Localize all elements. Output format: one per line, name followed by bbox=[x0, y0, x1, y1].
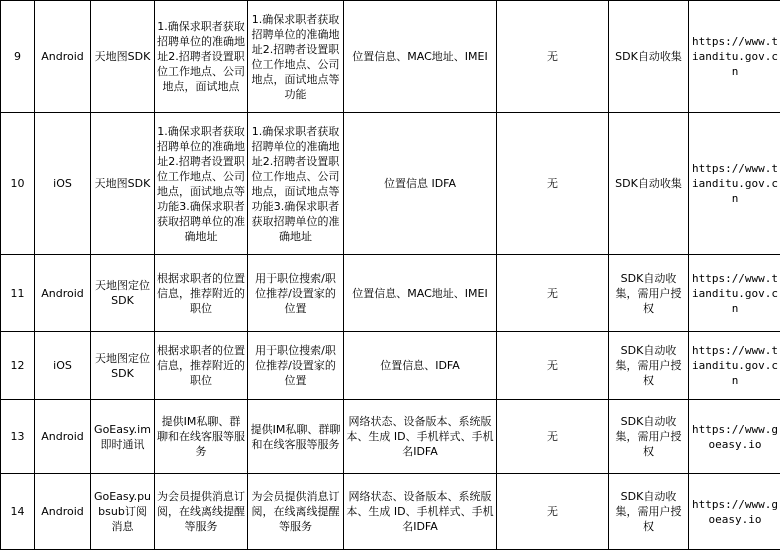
collect-mode-cell: SDK自动收集，需用户授权 bbox=[609, 332, 689, 400]
info-cell: 位置信息、MAC地址、IMEI bbox=[344, 255, 497, 332]
sdk-name-cell: 天地图SDK bbox=[91, 1, 155, 113]
share-cell: 无 bbox=[497, 474, 609, 550]
url-cell[interactable]: https://www.tianditu.gov.cn bbox=[689, 1, 780, 113]
table-row bbox=[1, 113, 780, 255]
platform-cell: Android bbox=[35, 1, 91, 113]
share-cell: 无 bbox=[497, 332, 609, 400]
purpose-cell: 1.确保求职者获取招聘单位的准确地址2.招聘者设置职位工作地点、公司地点，面试地点等功能3.确保求职者获取招聘单位的准确地址 bbox=[155, 113, 248, 255]
sdk-name-cell: 天地图SDK bbox=[91, 113, 155, 255]
info-cell: 位置信息、MAC地址、IMEI bbox=[344, 1, 497, 113]
info-cell: 位置信息、IDFA bbox=[344, 332, 497, 400]
scenario-cell: 用于职位搜索/职位推荐/设置家的位置 bbox=[248, 255, 344, 332]
info-cell: 位置信息 IDFA bbox=[344, 113, 497, 255]
share-cell: 无 bbox=[497, 1, 609, 113]
row-number: 14 bbox=[1, 474, 35, 550]
collect-mode-cell: SDK自动收集 bbox=[609, 1, 689, 113]
purpose-cell: 根据求职者的位置信息，推荐附近的职位 bbox=[155, 332, 248, 400]
sdk-name-cell: 天地图定位SDK bbox=[91, 255, 155, 332]
url-cell[interactable]: https://www.goeasy.io bbox=[689, 474, 780, 550]
table-row bbox=[1, 400, 780, 474]
row-number: 13 bbox=[1, 400, 35, 474]
collect-mode-cell: SDK自动收集，需用户授权 bbox=[609, 400, 689, 474]
table-row bbox=[1, 474, 780, 550]
purpose-cell: 1.确保求职者获取招聘单位的准确地址2.招聘者设置职位工作地点、公司地点，面试地点 bbox=[155, 1, 248, 113]
sdk-name-cell: GoEasy.im即时通讯 bbox=[91, 400, 155, 474]
scenario-cell: 为会员提供消息订阅，在线离线提醒等服务 bbox=[248, 474, 344, 550]
collect-mode-cell: SDK自动收集，需用户授权 bbox=[609, 255, 689, 332]
url-cell[interactable]: https://www.goeasy.io bbox=[689, 400, 780, 474]
row-number: 11 bbox=[1, 255, 35, 332]
collect-mode-cell: SDK自动收集 bbox=[609, 113, 689, 255]
platform-cell: iOS bbox=[35, 332, 91, 400]
table-row bbox=[1, 255, 780, 332]
url-cell[interactable]: https://www.tianditu.gov.cn bbox=[689, 113, 780, 255]
share-cell: 无 bbox=[497, 400, 609, 474]
table-row bbox=[1, 332, 780, 400]
sdk-name-cell: 天地图定位SDK bbox=[91, 332, 155, 400]
table-row bbox=[1, 1, 780, 113]
share-cell: 无 bbox=[497, 113, 609, 255]
row-number: 10 bbox=[1, 113, 35, 255]
purpose-cell: 为会员提供消息订阅，在线离线提醒等服务 bbox=[155, 474, 248, 550]
sdk-name-cell: GoEasy.pubsub订阅消息 bbox=[91, 474, 155, 550]
info-cell: 网络状态、设备版本、系统版本、生成 ID、手机样式、手机名IDFA bbox=[344, 400, 497, 474]
url-cell[interactable]: https://www.tianditu.gov.cn bbox=[689, 332, 780, 400]
collect-mode-cell: SDK自动收集，需用户授权 bbox=[609, 474, 689, 550]
platform-cell: Android bbox=[35, 255, 91, 332]
platform-cell: Android bbox=[35, 474, 91, 550]
share-cell: 无 bbox=[497, 255, 609, 332]
info-cell: 网络状态、设备版本、系统版本、生成 ID、手机样式、手机名IDFA bbox=[344, 474, 497, 550]
scenario-cell: 1.确保求职者获取招聘单位的准确地址2.招聘者设置职位工作地点、公司地点，面试地点等功能 bbox=[248, 1, 344, 113]
platform-cell: Android bbox=[35, 400, 91, 474]
purpose-cell: 提供IM私聊、群聊和在线客服等服务 bbox=[155, 400, 248, 474]
scenario-cell: 1.确保求职者获取招聘单位的准确地址2.招聘者设置职位工作地点、公司地点，面试地点等功能3.确保求职者获取招聘单位的准确地址 bbox=[248, 113, 344, 255]
row-number: 12 bbox=[1, 332, 35, 400]
scenario-cell: 提供IM私聊、群聊和在线客服等服务 bbox=[248, 400, 344, 474]
scenario-cell: 用于职位搜索/职位推荐/设置家的位置 bbox=[248, 332, 344, 400]
purpose-cell: 根据求职者的位置信息，推荐附近的职位 bbox=[155, 255, 248, 332]
row-number: 9 bbox=[1, 1, 35, 113]
platform-cell: iOS bbox=[35, 113, 91, 255]
url-cell[interactable]: https://www.tianditu.gov.cn bbox=[689, 255, 780, 332]
